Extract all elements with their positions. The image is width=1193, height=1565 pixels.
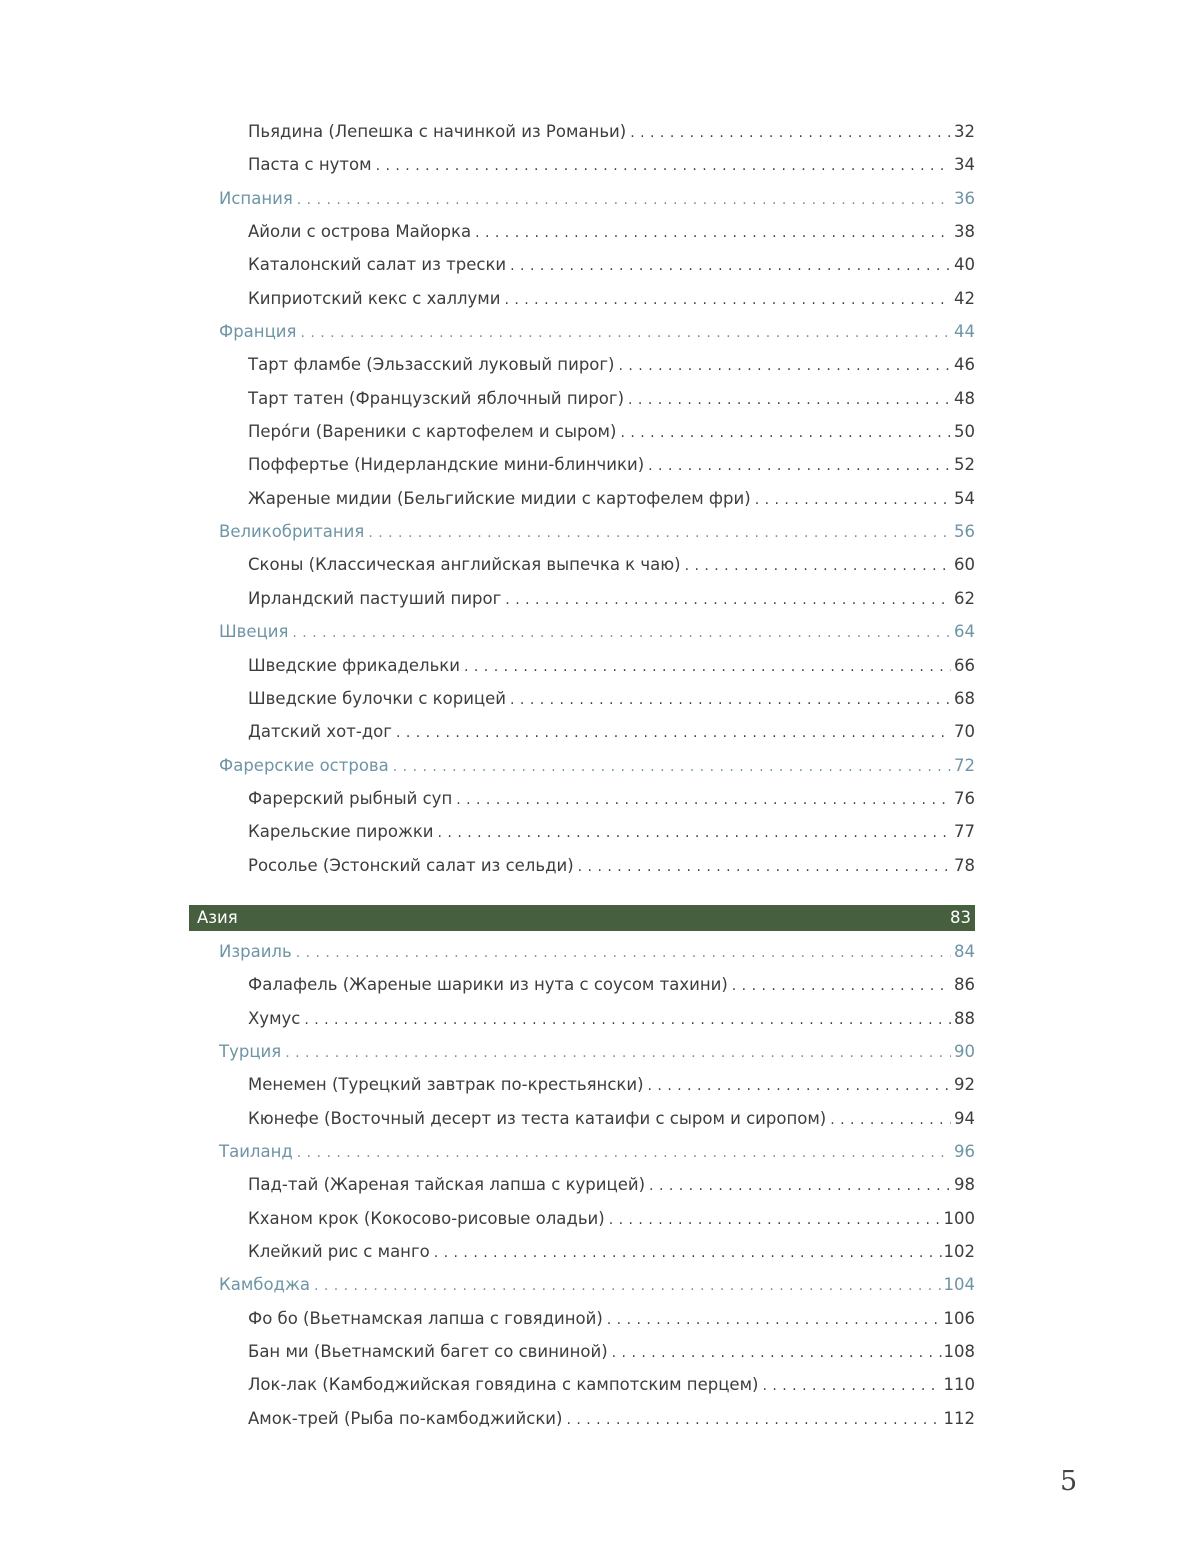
entry-page: 36 bbox=[954, 188, 975, 208]
entry-title: Фо бо (Вьетнамская лапша с говядиной) bbox=[248, 1308, 603, 1328]
entry-title: Перо́ги (Вареники с картофелем и сыром) bbox=[248, 422, 617, 442]
entry-title: Фарерский рыбный суп bbox=[248, 788, 453, 808]
dot-leader bbox=[368, 517, 951, 550]
dot-leader bbox=[504, 284, 951, 317]
toc-country-entry[interactable] bbox=[189, 749, 975, 782]
dot-leader bbox=[685, 550, 951, 583]
dot-leader bbox=[628, 384, 951, 417]
toc-dish-entry[interactable] bbox=[189, 782, 975, 815]
toc-dish-entry[interactable] bbox=[189, 1302, 975, 1335]
entry-page: 70 bbox=[954, 722, 975, 742]
entry-page: 50 bbox=[954, 422, 975, 442]
entry-page: 86 bbox=[954, 975, 975, 995]
dot-leader bbox=[456, 784, 951, 817]
entry-page: 52 bbox=[954, 455, 975, 475]
toc-dish-entry[interactable] bbox=[189, 1168, 975, 1201]
dot-leader bbox=[607, 1304, 942, 1337]
dot-leader bbox=[732, 970, 951, 1003]
toc-dish-entry[interactable] bbox=[189, 1102, 975, 1135]
entry-title: Израиль bbox=[219, 941, 292, 961]
table-of-contents bbox=[189, 115, 975, 1435]
dot-leader bbox=[510, 250, 951, 283]
toc-dish-entry[interactable] bbox=[189, 348, 975, 381]
section-page: 83 bbox=[950, 908, 971, 928]
entry-page: 68 bbox=[954, 688, 975, 708]
toc-block-europe bbox=[189, 115, 975, 882]
entry-page: 72 bbox=[954, 755, 975, 775]
entry-title: Турция bbox=[219, 1041, 282, 1061]
entry-page: 77 bbox=[954, 822, 975, 842]
toc-dish-entry[interactable] bbox=[189, 715, 975, 748]
entry-page: 108 bbox=[943, 1342, 975, 1362]
toc-dish-entry[interactable] bbox=[189, 815, 975, 848]
entry-page: 106 bbox=[943, 1308, 975, 1328]
dot-leader bbox=[393, 751, 951, 784]
entry-title: Паста с нутом bbox=[248, 155, 372, 175]
entry-title: Менемен (Турецкий завтрак по-крестьянски) bbox=[248, 1075, 644, 1095]
entry-title: Лок-лак (Камбоджийская говядина с кампотским перцем) bbox=[248, 1375, 759, 1395]
toc-country-entry[interactable] bbox=[189, 1035, 975, 1068]
dot-leader bbox=[396, 717, 951, 750]
toc-country-entry[interactable] bbox=[189, 182, 975, 215]
entry-title: Сконы (Классическая английская выпечка к чаю) bbox=[248, 555, 681, 575]
dot-leader bbox=[314, 1270, 942, 1303]
dot-leader bbox=[578, 851, 951, 884]
dot-leader bbox=[376, 150, 951, 183]
toc-dish-entry[interactable] bbox=[189, 448, 975, 481]
entry-title: Шведские булочки с корицей bbox=[248, 688, 507, 708]
dot-leader bbox=[566, 1404, 941, 1437]
entry-title: Франция bbox=[219, 322, 297, 342]
entry-title: Карельские пирожки bbox=[248, 822, 434, 842]
entry-title: Росолье (Эстонский салат из сельди) bbox=[248, 855, 574, 875]
entry-page: 48 bbox=[954, 388, 975, 408]
entry-title: Великобритания bbox=[219, 522, 365, 542]
toc-dish-entry[interactable] bbox=[189, 115, 975, 148]
entry-title: Киприотский кекс с халлуми bbox=[248, 288, 501, 308]
dot-leader bbox=[648, 450, 951, 483]
dot-leader bbox=[630, 117, 951, 150]
toc-country-entry[interactable] bbox=[189, 1135, 975, 1168]
toc-dish-entry[interactable] bbox=[189, 482, 975, 515]
entry-title: Хумус bbox=[248, 1008, 301, 1028]
dot-leader bbox=[755, 484, 951, 517]
dot-leader bbox=[648, 1070, 951, 1103]
entry-page: 94 bbox=[954, 1108, 975, 1128]
entry-page: 96 bbox=[954, 1141, 975, 1161]
entry-page: 102 bbox=[943, 1242, 975, 1261]
entry-page: 42 bbox=[954, 288, 975, 308]
page-number: 5 bbox=[1060, 1466, 1078, 1497]
dot-leader bbox=[300, 317, 951, 350]
dot-leader bbox=[609, 1204, 942, 1237]
toc-block-asia bbox=[189, 935, 975, 1435]
entry-title: Датский хот-дог bbox=[248, 722, 392, 742]
dot-leader bbox=[475, 217, 951, 250]
entry-page: 40 bbox=[954, 255, 975, 275]
entry-title: Швеция bbox=[219, 622, 289, 642]
entry-page: 98 bbox=[954, 1175, 975, 1195]
entry-title: Таиланд bbox=[219, 1141, 293, 1161]
toc-dish-entry[interactable] bbox=[189, 248, 975, 281]
dot-leader bbox=[464, 651, 951, 684]
dot-leader bbox=[292, 617, 951, 650]
dot-leader bbox=[762, 1370, 941, 1403]
section-title: Азия bbox=[197, 908, 238, 928]
dot-leader bbox=[612, 1337, 942, 1370]
dot-leader bbox=[297, 1137, 951, 1170]
toc-country-entry[interactable] bbox=[189, 515, 975, 548]
toc-dish-entry[interactable] bbox=[189, 1068, 975, 1101]
dot-leader bbox=[434, 1237, 942, 1270]
entry-title: Шведские фрикадельки bbox=[248, 655, 460, 675]
entry-title: Пад-тай (Жареная тайская лапша с курицей) bbox=[248, 1175, 646, 1195]
toc-dish-entry[interactable] bbox=[189, 682, 975, 715]
toc-dish-entry[interactable] bbox=[189, 382, 975, 415]
toc-dish-entry[interactable] bbox=[189, 1235, 975, 1268]
toc-dish-entry[interactable] bbox=[189, 1335, 975, 1368]
entry-title: Поффертье (Нидерландские мини-блинчики) bbox=[248, 455, 645, 475]
entry-page: 100 bbox=[943, 1208, 975, 1228]
toc-country-entry[interactable] bbox=[189, 615, 975, 648]
toc-dish-entry[interactable] bbox=[189, 1202, 975, 1235]
dot-leader bbox=[296, 937, 951, 970]
entry-title: Кюнефе (Восточный десерт из теста катаифи с сыром и сиропом) bbox=[248, 1108, 827, 1128]
entry-title: Фалафель (Жареные шарики из нута с соусом тахини) bbox=[248, 975, 728, 995]
entry-title: Клейкий рис с манго bbox=[248, 1242, 430, 1261]
entry-page: 84 bbox=[954, 941, 975, 961]
entry-title: Бан ми (Вьетнамский багет со свининой) bbox=[248, 1342, 608, 1362]
entry-title: Амок-трей (Рыба по-камбоджийски) bbox=[248, 1408, 563, 1428]
toc-dish-entry[interactable] bbox=[189, 1002, 975, 1035]
toc-dish-entry[interactable] bbox=[189, 849, 975, 882]
entry-page: 54 bbox=[954, 488, 975, 508]
toc-dish-entry[interactable] bbox=[189, 582, 975, 615]
entry-page: 112 bbox=[943, 1408, 975, 1428]
entry-page: 32 bbox=[954, 122, 975, 141]
toc-dish-entry[interactable] bbox=[189, 1402, 975, 1435]
entry-title: Ирландский пастуший пирог bbox=[248, 588, 502, 608]
entry-page: 56 bbox=[954, 522, 975, 542]
toc-country-entry[interactable] bbox=[189, 935, 975, 968]
dot-leader bbox=[620, 417, 951, 450]
dot-leader bbox=[297, 184, 951, 217]
toc-dish-entry[interactable] bbox=[189, 415, 975, 448]
entry-title: Фарерские острова bbox=[219, 755, 389, 775]
toc-dish-entry[interactable] bbox=[189, 282, 975, 315]
dot-leader bbox=[830, 1104, 951, 1137]
entry-page: 110 bbox=[943, 1375, 975, 1395]
dot-leader bbox=[438, 817, 951, 850]
entry-title: Тарт фламбе (Эльзасский луковый пирог) bbox=[248, 355, 615, 375]
toc-country-entry[interactable] bbox=[189, 315, 975, 348]
entry-page: 62 bbox=[954, 588, 975, 608]
entry-title: Жареные мидии (Бельгийские мидии с картофелем фри) bbox=[248, 488, 751, 508]
entry-page: 78 bbox=[954, 855, 975, 875]
entry-title: Кханом крок (Кокосово-рисовые оладьи) bbox=[248, 1208, 605, 1228]
entry-page: 44 bbox=[954, 322, 975, 342]
entry-title: Каталонский салат из трески bbox=[248, 255, 507, 275]
entry-title: Камбоджа bbox=[219, 1275, 310, 1295]
toc-dish-entry[interactable] bbox=[189, 148, 975, 181]
entry-page: 38 bbox=[954, 222, 975, 242]
entry-page: 92 bbox=[954, 1075, 975, 1095]
entry-page: 66 bbox=[954, 655, 975, 675]
toc-dish-entry[interactable] bbox=[189, 1368, 975, 1401]
toc-country-entry[interactable] bbox=[189, 1268, 975, 1301]
entry-title: Тарт татен (Французский яблочный пирог) bbox=[248, 388, 625, 408]
entry-page: 64 bbox=[954, 622, 975, 642]
entry-page: 34 bbox=[954, 155, 975, 175]
dot-leader bbox=[505, 584, 951, 617]
entry-page: 88 bbox=[954, 1008, 975, 1028]
entry-title: Испания bbox=[219, 188, 293, 208]
dot-leader bbox=[649, 1170, 951, 1203]
toc-dish-entry[interactable] bbox=[189, 548, 975, 581]
entry-page: 46 bbox=[954, 355, 975, 375]
entry-page: 90 bbox=[954, 1041, 975, 1061]
entry-page: 104 bbox=[943, 1275, 975, 1295]
section-header-asia[interactable] bbox=[189, 905, 975, 931]
toc-dish-entry[interactable] bbox=[189, 215, 975, 248]
entry-title: Айоли с острова Майорка bbox=[248, 222, 472, 242]
entry-title: Пьядина (Лепешка с начинкой из Романьи) bbox=[248, 122, 627, 141]
toc-dish-entry[interactable] bbox=[189, 649, 975, 682]
entry-page: 76 bbox=[954, 788, 975, 808]
dot-leader bbox=[304, 1004, 951, 1037]
entry-page: 60 bbox=[954, 555, 975, 575]
dot-leader bbox=[510, 684, 951, 717]
toc-dish-entry[interactable] bbox=[189, 968, 975, 1001]
dot-leader bbox=[619, 350, 952, 383]
dot-leader bbox=[285, 1037, 951, 1070]
